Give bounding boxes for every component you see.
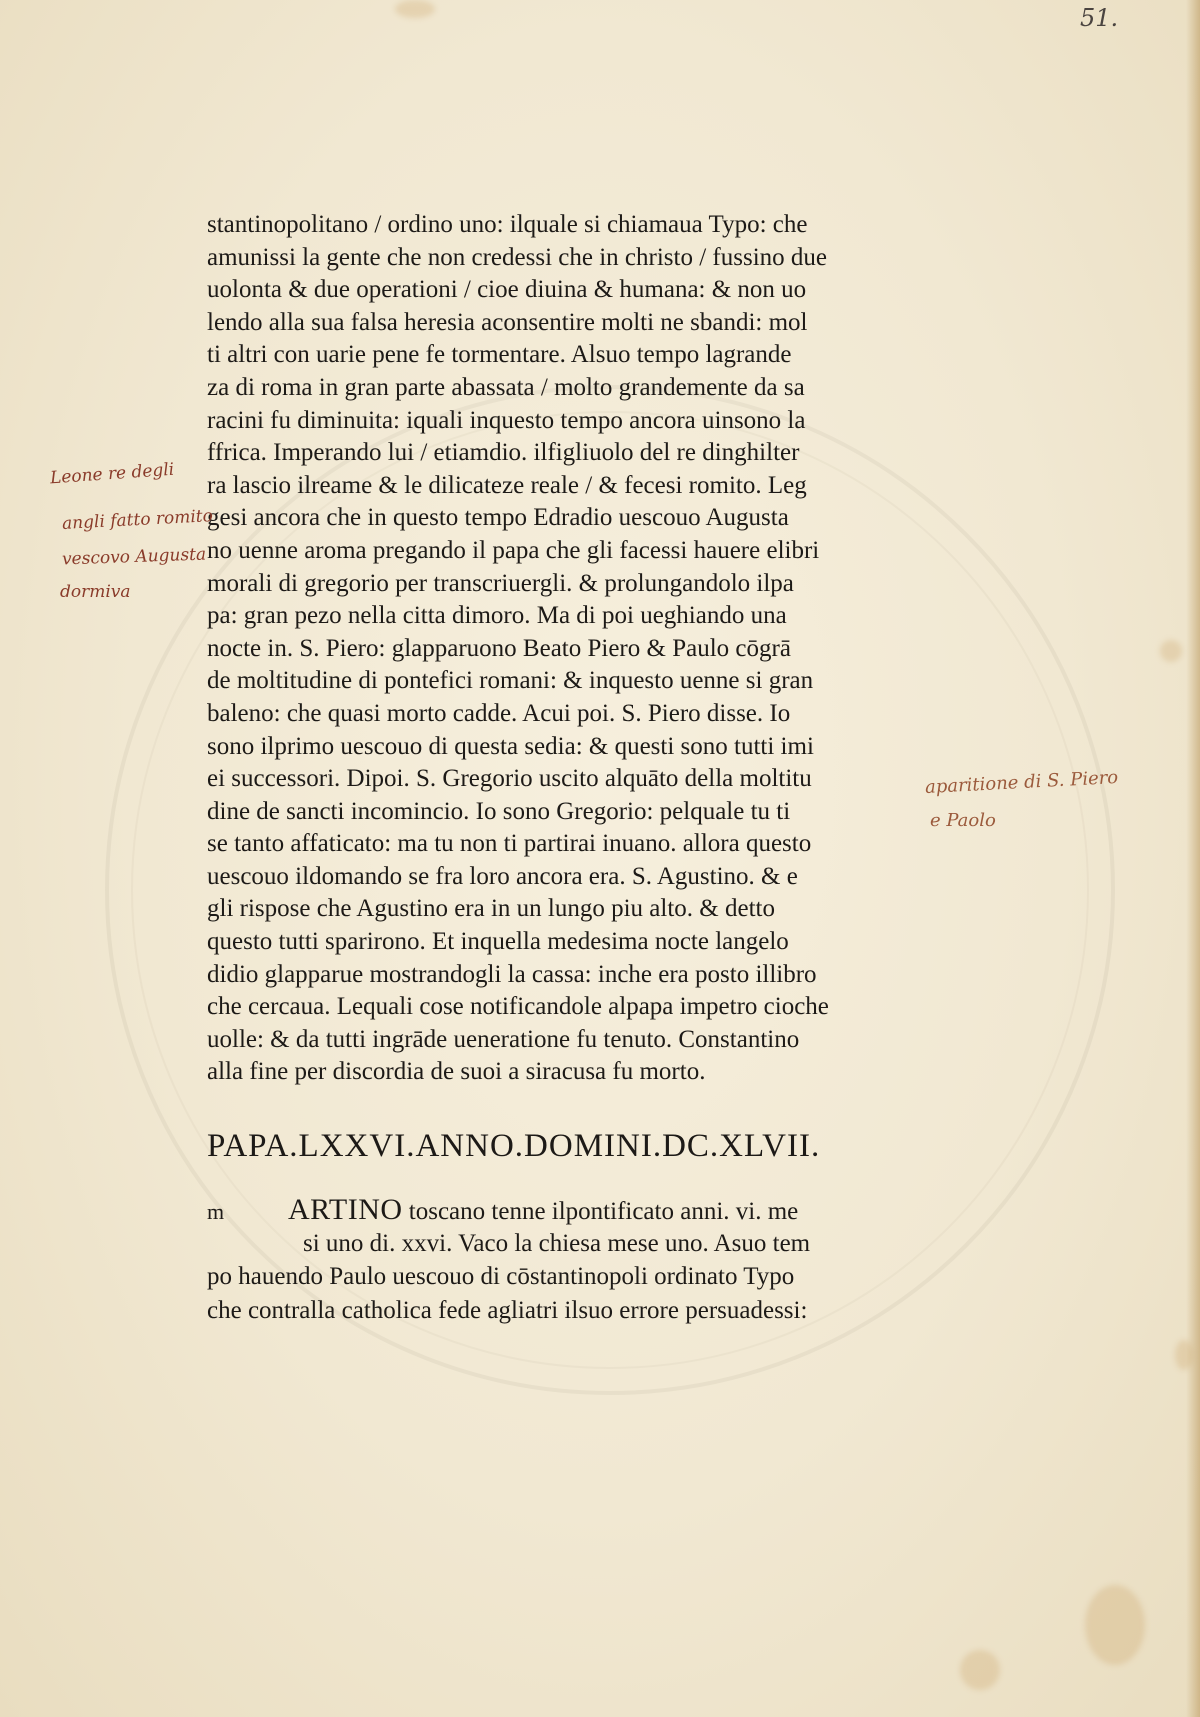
capitalized-first-word: ARTINO [288, 1193, 403, 1226]
text-line: uolle: & da tutti ingrāde ueneratione fu tenuto. Constantino [207, 1025, 800, 1053]
marginal-note: Leone re degli [49, 459, 175, 489]
marginal-note: vescovo Augusta [61, 544, 207, 570]
text-line: sono ilprimo uescouo di questa sedia: & questi sono tutti imi [207, 732, 814, 760]
text-line: morali di gregorio per transcriuergli. & prolungandolo ilpa [207, 569, 794, 597]
foxing-stain [395, 0, 435, 18]
first-line-text: toscano tenne ilpontificato anni. vi. me [408, 1198, 799, 1225]
text-line: baleno: che quasi morto cadde. Acui poi. S. Piero disse. Io [207, 699, 791, 727]
foxing-stain [960, 1650, 1000, 1690]
text-line: alla fine per discordia de suoi a siracusa fu morto. [207, 1058, 706, 1086]
text-line: ffrica. Imperando lui / etiamdio. ilfigliuolo del re dinghilter [207, 439, 800, 467]
text-line: che cercaua. Lequali cose notificandole alpapa impetro cioche [207, 993, 829, 1021]
second-paragraph [207, 1193, 927, 1327]
foxing-stain [1160, 640, 1182, 662]
initial-guide-letter: m [207, 1199, 225, 1224]
text-line: pa: gran pezo nella citta dimoro. Ma di poi ueghiando una [207, 602, 787, 630]
text-line: questo tutti sparirono. Et inquella medesima nocte langelo [207, 928, 789, 956]
page-number: 51. [1080, 4, 1119, 32]
text-line: no uenne aroma pregando il papa che gli facessi hauere elibri [207, 536, 820, 564]
text-line: lendo alla sua falsa heresia aconsentire molti ne sbandi: mol [207, 308, 808, 336]
text-line: uolonta & due operationi / cioe diuina & humana: & non uo [207, 276, 807, 304]
text-line: se tanto affaticato: ma tu non ti partirai inuano. allora questo [207, 830, 812, 858]
text-line: ra lascio ilreame & le dilicateze reale / & fecesi romito. Leg [207, 471, 807, 499]
text-line: ei successori. Dipoi. S. Gregorio uscito alquāto della moltitu [207, 765, 812, 793]
text-line: po hauendo Paulo uescouo di cōstantinopoli ordinato Typo [207, 1263, 795, 1290]
text-line: nocte in. S. Piero: glapparuono Beato Piero & Paulo cōgrā [207, 634, 791, 662]
marginal-note: dormiva [60, 582, 131, 602]
text-line: ti altri con uarie pene fe tormentare. Alsuo tempo lagrande [207, 341, 792, 369]
marginal-note: angli fatto romito [61, 506, 214, 534]
marginal-note: e Paolo [930, 810, 996, 831]
text-line: didio glapparue mostrandogli la cassa: inche era posto illibro [207, 960, 817, 988]
text-line: de moltitudine di pontefici romani: & inquesto uenne si gran [207, 667, 814, 695]
foxing-stain [1085, 1585, 1145, 1665]
text-line: si uno di. xxvi. Vaco la chiesa mese uno. Asuo tem [303, 1229, 811, 1257]
text-line: za di roma in gran parte abassata / molto grandemente da sa [207, 373, 805, 401]
text-line: uescouo ildomando se fra loro ancora era. S. Agustino. & e [207, 862, 798, 890]
text-line: racini fu diminuita: iquali inquesto tempo ancora uinsono la [207, 406, 806, 434]
main-text-block [207, 209, 927, 1089]
page-edge-shadow [1186, 0, 1200, 1717]
section-heading: PAPA.LXXVI.ANNO.DOMINI.DC.XLVII. [207, 1128, 821, 1164]
text-line: dine de sancti incomincio. Io sono Gregorio: pelquale tu ti [207, 797, 791, 825]
text-line: stantinopolitano / ordino uno: ilquale si chiamaua Typo: che [207, 211, 808, 238]
text-line: amunissi la gente che non credessi che in christo / fussino due [207, 243, 827, 271]
text-line: che contralla catholica fede agliatri ilsuo errore persuadessi: [207, 1296, 808, 1324]
text-line: gli rispose che Agustino era in un lungo piu alto. & detto [207, 895, 775, 923]
text-line: gesi ancora che in questo tempo Edradio uescouo Augusta [207, 504, 789, 532]
text-line [207, 1193, 927, 1227]
foxing-stain [1175, 1340, 1193, 1370]
marginal-note: aparitione di S. Piero [924, 766, 1119, 799]
